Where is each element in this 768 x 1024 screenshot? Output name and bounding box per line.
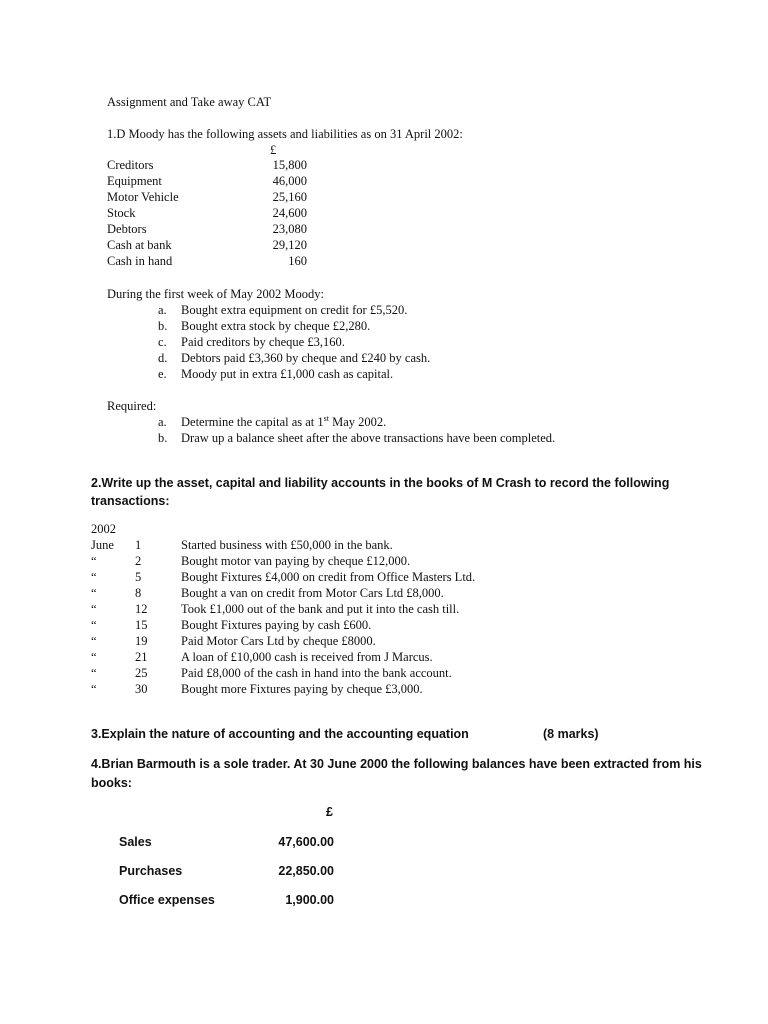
entry-day: 25: [135, 666, 148, 680]
item-label: Cash in hand: [107, 254, 173, 268]
entry-text: Started business with £50,000 in the bank.: [181, 538, 393, 552]
table-row: [91, 681, 611, 697]
entry-day: 19: [135, 634, 148, 648]
item-value: 46,000: [272, 174, 307, 188]
item-label: Stock: [107, 206, 136, 220]
item-label: Office expenses: [119, 893, 215, 907]
list-item: [107, 221, 307, 237]
item-label: Motor Vehicle: [107, 190, 179, 204]
required-a-pre: Determine the capital as at 1: [181, 415, 324, 429]
list-item: [158, 318, 608, 334]
entry-month: “: [91, 602, 97, 616]
table-row: [91, 649, 611, 665]
q4-heading-line1: 4.Brian Barmouth is a sole trader. At 30 June 2000 the following balances have been extracted from his: [91, 757, 702, 771]
item-text: Moody put in extra £1,000 cash as capital.: [181, 367, 394, 381]
list-item: [107, 189, 307, 205]
item-value: 1,900.00: [285, 893, 334, 907]
q1-during: During the first week of May 2002 Moody:: [107, 287, 324, 301]
entry-text: Bought a van on credit from Motor Cars Ltd £8,000.: [181, 586, 444, 600]
q4-heading-line2: books:: [91, 776, 132, 790]
entry-day: 1: [135, 538, 142, 552]
table-row: [91, 665, 611, 681]
list-item: [158, 334, 608, 350]
table-row: [91, 569, 611, 585]
table-row: [91, 585, 611, 601]
item-letter: e.: [158, 367, 167, 381]
table-row: [91, 553, 611, 569]
table-row: [91, 633, 611, 649]
list-item: [107, 173, 307, 189]
item-value: 25,160: [272, 190, 307, 204]
item-label: Creditors: [107, 158, 154, 172]
entry-month: “: [91, 650, 97, 664]
entry-text: Bought Fixtures paying by cash £600.: [181, 618, 372, 632]
list-item: [158, 430, 608, 446]
list-item: [107, 205, 307, 221]
item-text: Debtors paid £3,360 by cheque and £240 by cash.: [181, 351, 431, 365]
item-label: Cash at bank: [107, 238, 172, 252]
entry-text: Bought motor van paying by cheque £12,000.: [181, 554, 411, 568]
list-item: [107, 253, 307, 269]
list-item: [158, 350, 608, 366]
entry-text: Bought Fixtures £4,000 on credit from Office Masters Ltd.: [181, 570, 476, 584]
table-row: [91, 617, 611, 633]
entry-month: “: [91, 586, 97, 600]
required-a-post: May 2002.: [329, 415, 387, 429]
q3-heading: 3.Explain the nature of accounting and the accounting equation: [91, 727, 469, 741]
item-text: [181, 414, 386, 430]
item-letter: b.: [158, 319, 168, 333]
item-text: Draw up a balance sheet after the above transactions have been completed.: [181, 431, 556, 445]
entry-text: Took £1,000 out of the bank and put it into the cash till.: [181, 602, 460, 616]
item-value: 29,120: [272, 238, 307, 252]
entry-text: Paid Motor Cars Ltd by cheque £8000.: [181, 634, 376, 648]
entry-day: 2: [135, 554, 142, 568]
entry-text: Paid £8,000 of the cash in hand into the bank account.: [181, 666, 452, 680]
item-label: Debtors: [107, 222, 147, 236]
entry-month: “: [91, 666, 97, 680]
table-row: [91, 601, 611, 617]
entry-month: “: [91, 554, 97, 568]
entry-day: 15: [135, 618, 148, 632]
item-letter: a.: [158, 415, 167, 429]
entry-day: 12: [135, 602, 148, 616]
entry-month: “: [91, 634, 97, 648]
item-value: 24,600: [272, 206, 307, 220]
entry-day: 30: [135, 682, 148, 696]
item-value: 160: [288, 254, 307, 268]
item-label: Equipment: [107, 174, 162, 188]
required-a-sup: st: [323, 413, 329, 423]
item-text: Bought extra equipment on credit for £5,520.: [181, 303, 408, 317]
list-item: [158, 414, 608, 430]
list-item: [158, 366, 608, 382]
item-text: Paid creditors by cheque £3,160.: [181, 335, 345, 349]
entry-month: “: [91, 618, 97, 632]
list-item: [107, 157, 307, 173]
entry-month: “: [91, 570, 97, 584]
entry-text: A loan of £10,000 cash is received from J Marcus.: [181, 650, 433, 664]
item-value: 15,800: [272, 158, 307, 172]
item-letter: a.: [158, 303, 167, 317]
entry-month: June: [91, 538, 114, 552]
q2-heading-line2: transactions:: [91, 494, 170, 508]
item-letter: d.: [158, 351, 168, 365]
item-letter: b.: [158, 431, 168, 445]
q4-currency-header: £: [326, 805, 333, 819]
item-value: 47,600.00: [278, 835, 334, 849]
list-item: [107, 237, 307, 253]
list-item: [119, 891, 339, 909]
table-row: [91, 537, 611, 553]
q1-currency-header: £: [270, 143, 277, 157]
q3-marks: (8 marks): [543, 727, 599, 741]
entry-day: 5: [135, 570, 142, 584]
list-item: [119, 833, 339, 851]
item-value: 23,080: [272, 222, 307, 236]
item-label: Sales: [119, 835, 152, 849]
entry-text: Bought more Fixtures paying by cheque £3,000.: [181, 682, 423, 696]
entry-day: 21: [135, 650, 148, 664]
q2-heading-line1: 2.Write up the asset, capital and liability accounts in the books of M Crash to record the following: [91, 476, 670, 490]
item-label: Purchases: [119, 864, 183, 878]
q1-required-label: Required:: [107, 399, 157, 413]
q2-year: 2002: [91, 522, 116, 536]
entry-month: “: [91, 682, 97, 696]
list-item: [119, 862, 339, 880]
entry-day: 8: [135, 586, 142, 600]
page-title: Assignment and Take away CAT: [107, 95, 272, 109]
item-value: 22,850.00: [278, 864, 334, 878]
item-text: Bought extra stock by cheque £2,280.: [181, 319, 371, 333]
list-item: [158, 302, 608, 318]
q1-intro: 1.D Moody has the following assets and liabilities as on 31 April 2002:: [107, 127, 463, 141]
item-letter: c.: [158, 335, 167, 349]
